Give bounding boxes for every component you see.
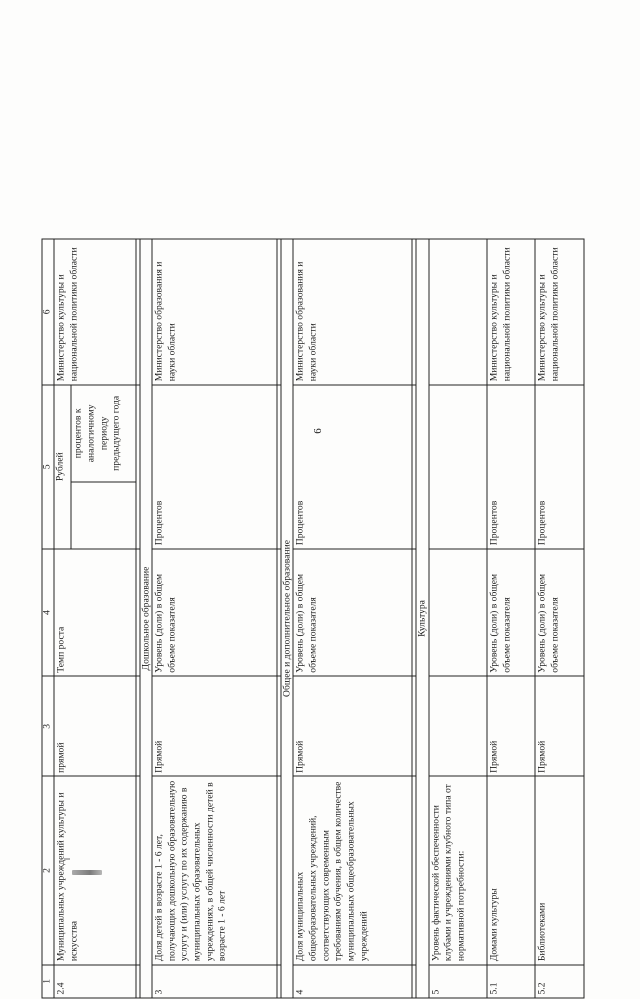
row-4-num: 4 — [293, 965, 412, 998]
row-5-1-responsible: Министерство культуры и национальной политики области — [487, 239, 535, 385]
row-2-4-name: Муниципальных учреждений культуры и искусства — [54, 776, 136, 964]
row-5-1-num: 5.1 — [487, 965, 535, 998]
row-2-4-method: прямой — [54, 676, 136, 776]
section-preschool: Дошкольное образование — [140, 239, 152, 998]
row-5-2-num: 5.2 — [535, 965, 584, 998]
section-row-preschool — [140, 239, 152, 998]
row-5-1-method: Прямой — [487, 676, 535, 776]
row-2-4-responsible: Министерство культуры и национальной политики области — [54, 239, 136, 385]
row-5-2-responsible: Министерство культуры и национальной политики области — [535, 239, 584, 385]
header-col-1: 1 — [42, 965, 54, 998]
header-col-5: 5 — [42, 385, 54, 549]
row-4-unit: Процентов — [293, 385, 412, 549]
row-2-4-indicator: Темп роста — [54, 549, 136, 677]
row-2-4-num: 2.4 — [54, 965, 136, 998]
row-3-unit: Процентов — [152, 385, 277, 549]
row-4-indicator: Уровень (доли) в общем объеме показателя — [293, 549, 412, 677]
row-5-2-unit: Процентов — [535, 385, 584, 549]
row-5-1-name: Домами культуры — [487, 776, 535, 964]
row-5-num: 5 — [429, 965, 488, 998]
row-5-1-indicator: Уровень (доли) в общем объеме показателя — [487, 549, 535, 677]
row-4-responsible: Министерство образования и науки области — [293, 239, 412, 385]
section-row-general — [281, 239, 293, 998]
header-col-5-rubles: Рублей — [54, 385, 71, 549]
row-4-method: Прямой — [293, 676, 412, 776]
section-row-culture — [416, 239, 428, 998]
row-3-name: Доля детей в возрасте 1 - 6 лет, получающих дошкольную образовательную услугу и (или) услугу по их содержанию в муниципальных образовательных учреждениях, в общей численности детей в возрасте 1 - 6 лет — [152, 776, 277, 964]
section-culture: Культура — [416, 239, 428, 998]
row-3-responsible: Министерство образования и науки области — [152, 239, 277, 385]
table-row-3 — [152, 239, 277, 998]
header-col-3: 3 — [42, 676, 54, 776]
row-5-2-name: Библиотеками — [535, 776, 584, 964]
row-5-1-unit: Процентов — [487, 385, 535, 549]
header-row — [42, 239, 54, 998]
row-4-name: Доля муниципальных общеобразовательных учреждений, соответствующих современным требованиям обучения, в общем количестве муниципальных общеобразовательных учреждений — [293, 776, 412, 964]
row-5-2-method: Прямой — [535, 676, 584, 776]
table-row-4 — [293, 239, 412, 998]
header-col-2: 2 — [42, 776, 54, 964]
header-col-6: 6 — [42, 239, 54, 385]
header-col-4: 4 — [42, 549, 54, 677]
row-5-name: Уровень фактической обеспеченности клубами и учреждениями клубного типа от нормативной потребности: — [429, 776, 488, 964]
table-row-5-2 — [535, 239, 584, 998]
table-row-5-1 — [487, 239, 535, 998]
table-row-5 — [429, 239, 488, 998]
table-row-2-4 — [54, 239, 71, 998]
row-3-num: 3 — [152, 965, 277, 998]
header-col-5-percent: процентов к аналогичному периоду предыдущего года — [71, 385, 136, 482]
row-3-indicator: Уровень (доли) в общем объеме показателя — [152, 549, 277, 677]
indicator-table — [42, 239, 585, 999]
page-number: 6 — [312, 428, 324, 434]
row-2-4-unit-empty — [71, 482, 136, 549]
row-3-method: Прямой — [152, 676, 277, 776]
section-general: Общее и дополнительное образование — [281, 239, 293, 998]
row-5-2-indicator: Уровень (доли) в общем объеме показателя — [535, 549, 584, 677]
indicator-table-rotated — [42, 239, 585, 999]
